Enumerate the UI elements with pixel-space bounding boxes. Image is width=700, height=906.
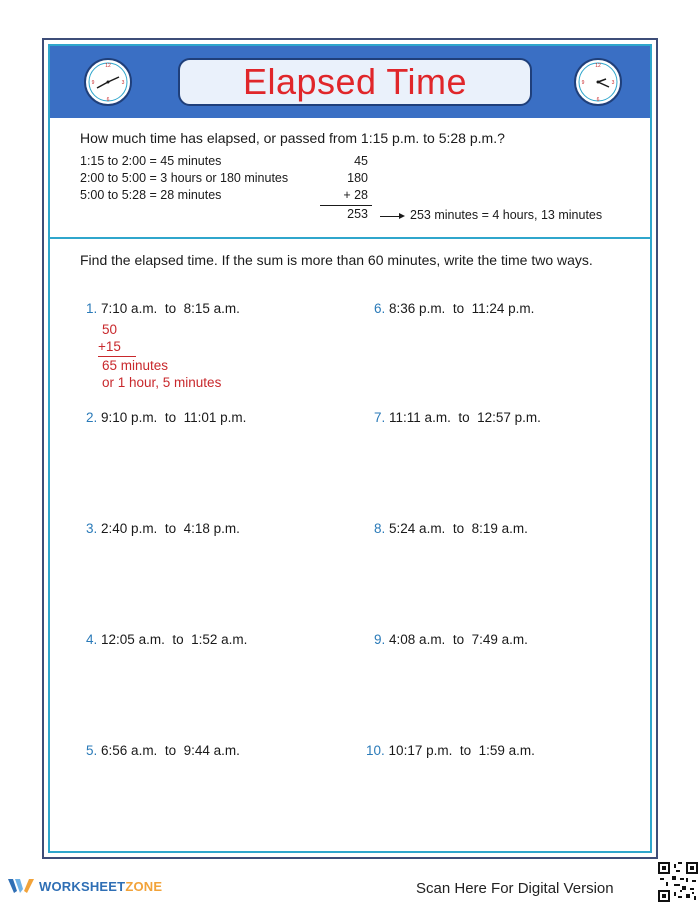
problem-10	[366, 743, 535, 758]
problem-number: 6.	[374, 301, 386, 316]
sample-answer-b: +15	[98, 339, 121, 354]
clock-icon	[83, 57, 133, 107]
problem-1	[86, 301, 240, 316]
problem-2	[86, 410, 246, 425]
problem-text: 8:36 p.m. to 11:24 p.m.	[389, 301, 535, 316]
worksheetzone-logo[interactable]	[8, 877, 162, 895]
svg-text:12: 12	[105, 63, 111, 69]
problem-3	[86, 521, 240, 536]
svg-text:6: 6	[106, 97, 110, 103]
problem-number: 1.	[86, 301, 98, 316]
example-step: 2:00 to 5:00 = 3 hours or 180 minutes	[80, 171, 289, 185]
problem-number: 5.	[86, 743, 98, 758]
scan-caption: Scan Here For Digital Version	[416, 880, 614, 897]
svg-text:3: 3	[121, 80, 125, 86]
problem-number: 10.	[366, 743, 385, 758]
sample-answer-alt: or 1 hour, 5 minutes	[102, 375, 222, 390]
problem-7	[374, 410, 541, 425]
problem-number: 2.	[86, 410, 98, 425]
arrow-right-icon	[399, 213, 405, 219]
svg-text:3: 3	[611, 80, 615, 86]
problem-text: 6:56 a.m. to 9:44 a.m.	[101, 743, 240, 758]
svg-text:6: 6	[596, 97, 600, 103]
problem-text: 9:10 p.m. to 11:01 p.m.	[101, 410, 247, 425]
title-banner	[50, 46, 650, 118]
example-question: How much time has elapsed, or passed from 1:15 p.m. to 5:28 p.m.?	[80, 130, 505, 146]
page-title: Elapsed Time	[242, 61, 468, 102]
problem-6	[374, 301, 534, 316]
sum-value: 253	[347, 207, 368, 221]
problem-9	[374, 632, 528, 647]
problem-5	[86, 743, 240, 758]
worked-example	[50, 118, 650, 236]
svg-text:9: 9	[581, 80, 585, 86]
problem-number: 4.	[86, 632, 98, 647]
problem-number: 8.	[374, 521, 386, 536]
qr-code-icon[interactable]	[658, 862, 698, 902]
problem-text: 12:05 a.m. to 1:52 a.m.	[101, 632, 248, 647]
worksheet-frame	[42, 38, 658, 859]
example-step: 1:15 to 2:00 = 45 minutes	[80, 154, 222, 168]
svg-text:12: 12	[595, 63, 601, 69]
clock-icon	[573, 57, 623, 107]
brand-name-b: ZONE	[125, 878, 163, 894]
example-result: 253 minutes = 4 hours, 13 minutes	[410, 208, 603, 222]
title-box	[178, 58, 532, 106]
sample-answer-total: 65 minutes	[102, 358, 169, 373]
addend: 180	[347, 171, 368, 185]
section-divider	[50, 237, 650, 239]
worksheetzone-w-icon	[8, 877, 34, 895]
problem-text: 10:17 p.m. to 1:59 a.m.	[388, 743, 535, 758]
svg-text:9: 9	[91, 80, 95, 86]
instructions: Find the elapsed time. If the sum is more than 60 minutes, write the time two ways.	[80, 252, 593, 268]
addend: 45	[354, 154, 368, 168]
example-step: 5:00 to 5:28 = 28 minutes	[80, 188, 222, 202]
problem-number: 7.	[374, 410, 386, 425]
problem-8	[374, 521, 528, 536]
problem-text: 11:11 a.m. to 12:57 p.m.	[389, 410, 541, 425]
sum-line	[320, 205, 372, 206]
brand-name-a: WORKSHEET	[39, 878, 126, 894]
arrow-line	[380, 216, 400, 217]
brand-name	[39, 879, 162, 894]
problem-text: 2:40 p.m. to 4:18 p.m.	[101, 521, 240, 536]
addend: + 28	[343, 188, 368, 202]
sample-answer-a: 50	[102, 322, 118, 337]
problem-4	[86, 632, 247, 647]
problem-number: 9.	[374, 632, 386, 647]
problem-text: 5:24 a.m. to 8:19 a.m.	[389, 521, 528, 536]
problem-number: 3.	[86, 521, 98, 536]
problem-text: 4:08 a.m. to 7:49 a.m.	[389, 632, 528, 647]
problem-text: 7:10 a.m. to 8:15 a.m.	[101, 301, 240, 316]
worksheet-inner-frame	[48, 44, 652, 853]
